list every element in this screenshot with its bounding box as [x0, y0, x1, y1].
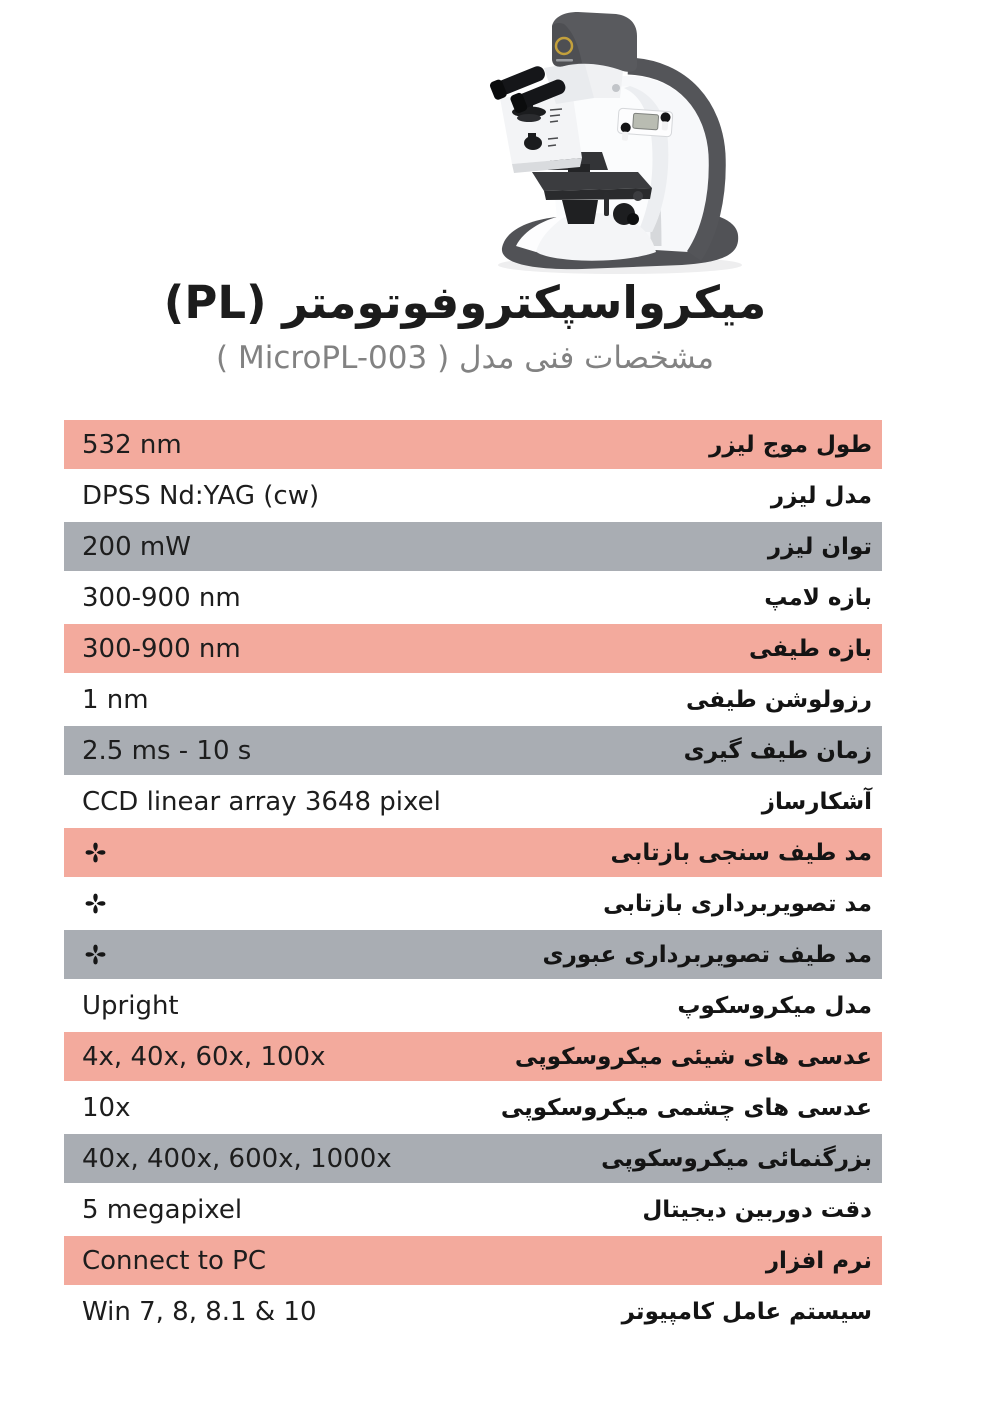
- table-row: [64, 522, 882, 571]
- spec-value: 532 nm: [82, 429, 182, 460]
- spec-label: نرم افزار: [765, 1247, 872, 1274]
- spec-value: Win 7, 8, 8.1 & 10: [82, 1296, 317, 1327]
- spec-value: 300-900 nm: [82, 633, 241, 664]
- spec-label: بازه لامپ: [764, 584, 872, 611]
- table-row: [64, 930, 882, 979]
- four-petal-asterisk-icon: [82, 890, 109, 917]
- microscope-stage: [532, 172, 652, 191]
- spec-label: مد طیف سنجی بازتابی: [610, 839, 872, 866]
- spec-table: [64, 420, 882, 1338]
- spec-value: 200 mW: [82, 531, 191, 562]
- microscope-illustration: [436, 6, 784, 276]
- table-row: [64, 573, 882, 622]
- spec-label: طول موج لیزر: [709, 431, 872, 458]
- table-row: [64, 1287, 882, 1336]
- table-row: [64, 1236, 882, 1285]
- table-row: [64, 777, 882, 826]
- table-row: [64, 624, 882, 673]
- table-row: [64, 675, 882, 724]
- spec-value: 5 megapixel: [82, 1194, 243, 1225]
- table-row: [64, 1032, 882, 1081]
- spec-label: عدسی های چشمی میکروسکوپی: [500, 1094, 872, 1121]
- spec-label: دقت دوربین دیجیتال: [642, 1196, 872, 1223]
- spec-label: رزولوشن طیفی: [685, 686, 872, 713]
- table-row: [64, 828, 882, 877]
- spec-label: آشکارساز: [761, 788, 872, 815]
- spec-value: 2.5 ms - 10 s: [82, 735, 252, 766]
- spec-label: مد تصویربرداری بازتابی: [603, 890, 872, 917]
- spec-label: بازه طیفی: [749, 635, 872, 662]
- spec-value: Upright: [82, 990, 179, 1021]
- table-row: [64, 879, 882, 928]
- spec-label: بزرگنمائی میکروسکوپی: [601, 1145, 872, 1172]
- table-row: [64, 420, 882, 469]
- table-row: [64, 981, 882, 1030]
- table-row: [64, 1134, 882, 1183]
- spec-label: مدل لیزر: [770, 482, 872, 509]
- spec-value: 300-900 nm: [82, 582, 241, 613]
- spec-value: 1 nm: [82, 684, 149, 715]
- spec-label: مد طیف تصویربرداری عبوری: [542, 941, 872, 968]
- spec-value: DPSS Nd:YAG (cw): [82, 480, 320, 511]
- table-row: [64, 1083, 882, 1132]
- spec-value: 40x, 400x, 600x, 1000x: [82, 1143, 392, 1174]
- four-petal-asterisk-icon: [82, 839, 109, 866]
- table-row: [64, 1185, 882, 1234]
- spec-label: عدسی های شیئی میکروسکوپی: [514, 1043, 872, 1070]
- table-row: [64, 471, 882, 520]
- spec-label: مدل میکروسکوپ: [677, 992, 872, 1019]
- microscope-camera-head: [552, 12, 637, 72]
- spec-value: 4x, 40x, 60x, 100x: [82, 1041, 326, 1072]
- spec-label: سیستم عامل کامپیوتر: [621, 1298, 872, 1325]
- four-petal-asterisk-icon: [82, 941, 109, 968]
- title-block: [0, 276, 930, 380]
- page-title: میکرواسپکتروفوتومتر (PL): [163, 276, 767, 329]
- spec-value: 10x: [82, 1092, 131, 1123]
- spec-value: Connect to PC: [82, 1245, 266, 1276]
- spec-label: زمان طیف گیری: [683, 737, 872, 764]
- page-subtitle: مشخصات فنی مدل ( MicroPL-003 ): [216, 340, 714, 376]
- spec-label: توان لیزر: [767, 533, 872, 560]
- spec-value: CCD linear array 3648 pixel: [82, 786, 441, 817]
- table-row: [64, 726, 882, 775]
